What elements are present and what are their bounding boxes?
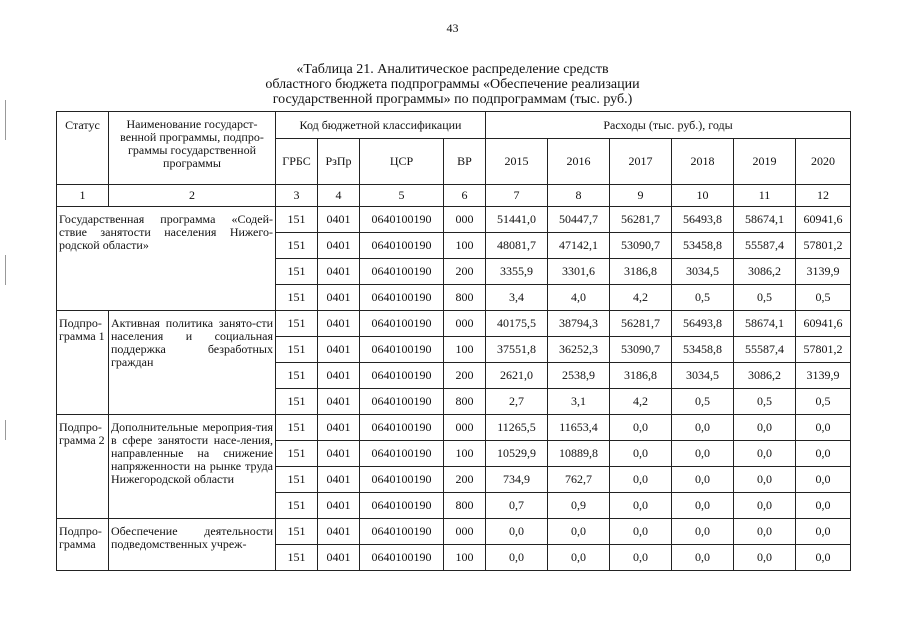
expense-value: 0,0 bbox=[734, 519, 796, 545]
header-name: Наименование государст-венной программы, подпро-граммы государственной программы bbox=[109, 112, 276, 185]
title-line: «Таблица 21. Аналитическое распределение средств bbox=[296, 62, 609, 77]
expense-value: 0,0 bbox=[672, 415, 734, 441]
expense-value: 0,0 bbox=[610, 467, 672, 493]
header-expense-group: Расходы (тыс. руб.), годы bbox=[486, 112, 851, 139]
csr-cell: 0640100190 bbox=[360, 259, 444, 285]
expense-value: 3355,9 bbox=[486, 259, 548, 285]
csr-cell: 0640100190 bbox=[360, 519, 444, 545]
csr-cell: 0640100190 bbox=[360, 285, 444, 311]
table-body bbox=[57, 207, 851, 571]
page-number: 43 bbox=[446, 21, 459, 35]
expense-value: 40175,5 bbox=[486, 311, 548, 337]
expense-value: 0,0 bbox=[610, 493, 672, 519]
expense-value: 55587,4 bbox=[734, 233, 796, 259]
rzpr-cell: 0401 bbox=[318, 363, 360, 389]
vr-cell: 000 bbox=[444, 311, 486, 337]
column-number-row bbox=[57, 185, 851, 207]
expense-value: 3139,9 bbox=[796, 259, 851, 285]
column-number: 5 bbox=[360, 185, 444, 207]
table-row bbox=[57, 207, 851, 233]
expense-value: 3139,9 bbox=[796, 363, 851, 389]
column-number: 2 bbox=[109, 185, 276, 207]
grbs-cell: 151 bbox=[276, 467, 318, 493]
vr-cell: 200 bbox=[444, 363, 486, 389]
expense-value: 0,0 bbox=[610, 441, 672, 467]
expense-value: 60941,6 bbox=[796, 207, 851, 233]
header-csr: ЦСР bbox=[360, 139, 444, 185]
header-vr: ВР bbox=[444, 139, 486, 185]
expense-value: 2538,9 bbox=[548, 363, 610, 389]
expense-value: 0,5 bbox=[672, 285, 734, 311]
grbs-cell: 151 bbox=[276, 441, 318, 467]
table-row bbox=[57, 415, 851, 441]
expense-value: 0,0 bbox=[796, 415, 851, 441]
expense-value: 0,0 bbox=[486, 519, 548, 545]
expense-value: 0,5 bbox=[796, 389, 851, 415]
csr-cell: 0640100190 bbox=[360, 415, 444, 441]
vr-cell: 100 bbox=[444, 441, 486, 467]
rzpr-cell: 0401 bbox=[318, 389, 360, 415]
expense-value: 2621,0 bbox=[486, 363, 548, 389]
column-number: 6 bbox=[444, 185, 486, 207]
expense-value: 3034,5 bbox=[672, 363, 734, 389]
expense-value: 4,2 bbox=[610, 285, 672, 311]
expense-value: 0,0 bbox=[796, 441, 851, 467]
grbs-cell: 151 bbox=[276, 233, 318, 259]
header-year: 2019 bbox=[734, 139, 796, 185]
expense-value: 55587,4 bbox=[734, 337, 796, 363]
expense-value: 3086,2 bbox=[734, 259, 796, 285]
expense-value: 762,7 bbox=[548, 467, 610, 493]
expense-value: 10529,9 bbox=[486, 441, 548, 467]
vr-cell: 200 bbox=[444, 259, 486, 285]
header-code-group: Код бюджетной классификации bbox=[276, 112, 486, 139]
expense-value: 37551,8 bbox=[486, 337, 548, 363]
expense-value: 0,7 bbox=[486, 493, 548, 519]
subprogram-name: Активная политика занято-сти населения и социальная поддержка безработных граждан bbox=[109, 311, 276, 415]
csr-cell: 0640100190 bbox=[360, 545, 444, 571]
expense-value: 58674,1 bbox=[734, 207, 796, 233]
expense-value: 0,0 bbox=[672, 493, 734, 519]
expense-value: 56493,8 bbox=[672, 207, 734, 233]
column-number: 7 bbox=[486, 185, 548, 207]
expense-value: 0,0 bbox=[734, 493, 796, 519]
header-year: 2018 bbox=[672, 139, 734, 185]
status-cell: Подпро-грамма 2 bbox=[57, 415, 109, 519]
expense-value: 57801,2 bbox=[796, 337, 851, 363]
expense-value: 3086,2 bbox=[734, 363, 796, 389]
csr-cell: 0640100190 bbox=[360, 337, 444, 363]
expense-value: 0,0 bbox=[672, 441, 734, 467]
grbs-cell: 151 bbox=[276, 311, 318, 337]
expense-value: 4,2 bbox=[610, 389, 672, 415]
csr-cell: 0640100190 bbox=[360, 363, 444, 389]
expense-value: 0,0 bbox=[734, 467, 796, 493]
rzpr-cell: 0401 bbox=[318, 441, 360, 467]
expense-value: 0,0 bbox=[486, 545, 548, 571]
rzpr-cell: 0401 bbox=[318, 337, 360, 363]
expense-value: 3301,6 bbox=[548, 259, 610, 285]
rzpr-cell: 0401 bbox=[318, 493, 360, 519]
header-grbs: ГРБС bbox=[276, 139, 318, 185]
expense-value: 3186,8 bbox=[610, 259, 672, 285]
expense-value: 0,0 bbox=[734, 415, 796, 441]
rzpr-cell: 0401 bbox=[318, 415, 360, 441]
rzpr-cell: 0401 bbox=[318, 233, 360, 259]
expense-value: 2,7 bbox=[486, 389, 548, 415]
vr-cell: 100 bbox=[444, 337, 486, 363]
expense-value: 0,0 bbox=[548, 519, 610, 545]
expense-value: 0,0 bbox=[672, 467, 734, 493]
table-row bbox=[57, 311, 851, 337]
expense-value: 36252,3 bbox=[548, 337, 610, 363]
expense-value: 11653,4 bbox=[548, 415, 610, 441]
csr-cell: 0640100190 bbox=[360, 207, 444, 233]
csr-cell: 0640100190 bbox=[360, 311, 444, 337]
grbs-cell: 151 bbox=[276, 363, 318, 389]
budget-table bbox=[56, 111, 851, 571]
expense-value: 0,0 bbox=[796, 545, 851, 571]
expense-value: 0,0 bbox=[610, 415, 672, 441]
expense-value: 11265,5 bbox=[486, 415, 548, 441]
column-number: 4 bbox=[318, 185, 360, 207]
expense-value: 0,0 bbox=[734, 441, 796, 467]
grbs-cell: 151 bbox=[276, 415, 318, 441]
column-number: 12 bbox=[796, 185, 851, 207]
expense-value: 48081,7 bbox=[486, 233, 548, 259]
column-number: 10 bbox=[672, 185, 734, 207]
grbs-cell: 151 bbox=[276, 493, 318, 519]
column-number: 9 bbox=[610, 185, 672, 207]
table-row bbox=[57, 519, 851, 545]
expense-value: 3,1 bbox=[548, 389, 610, 415]
expense-value: 60941,6 bbox=[796, 311, 851, 337]
page-edge-mark bbox=[5, 255, 6, 285]
grbs-cell: 151 bbox=[276, 259, 318, 285]
grbs-cell: 151 bbox=[276, 337, 318, 363]
expense-value: 3186,8 bbox=[610, 363, 672, 389]
title-line: областного бюджета подпрограммы «Обеспечение реализации bbox=[265, 77, 640, 92]
status-cell: Подпро-грамма bbox=[57, 519, 109, 571]
grbs-cell: 151 bbox=[276, 545, 318, 571]
column-number: 3 bbox=[276, 185, 318, 207]
csr-cell: 0640100190 bbox=[360, 493, 444, 519]
header-year: 2015 bbox=[486, 139, 548, 185]
expense-value: 58674,1 bbox=[734, 311, 796, 337]
expense-value: 53458,8 bbox=[672, 233, 734, 259]
grbs-cell: 151 bbox=[276, 519, 318, 545]
expense-value: 4,0 bbox=[548, 285, 610, 311]
expense-value: 0,0 bbox=[610, 545, 672, 571]
rzpr-cell: 0401 bbox=[318, 519, 360, 545]
expense-value: 3,4 bbox=[486, 285, 548, 311]
expense-value: 47142,1 bbox=[548, 233, 610, 259]
expense-value: 38794,3 bbox=[548, 311, 610, 337]
expense-value: 0,0 bbox=[610, 519, 672, 545]
expense-value: 0,9 bbox=[548, 493, 610, 519]
rzpr-cell: 0401 bbox=[318, 467, 360, 493]
expense-value: 56281,7 bbox=[610, 311, 672, 337]
header-status: Статус bbox=[57, 112, 109, 185]
expense-value: 734,9 bbox=[486, 467, 548, 493]
vr-cell: 200 bbox=[444, 467, 486, 493]
expense-value: 3034,5 bbox=[672, 259, 734, 285]
subprogram-name: Дополнительные мероприя-тия в сфере занятости насе-ления, направленные на снижение напряженности на рынке труда Нижегородской области bbox=[109, 415, 276, 519]
expense-value: 0,0 bbox=[796, 519, 851, 545]
subprogram-name: Обеспечение деятельности подведомственных учреж- bbox=[109, 519, 276, 571]
grbs-cell: 151 bbox=[276, 207, 318, 233]
program-name: Государственная программа «Содей-ствие занятости населения Нижего-родской области» bbox=[57, 207, 276, 311]
expense-value: 0,5 bbox=[672, 389, 734, 415]
expense-value: 57801,2 bbox=[796, 233, 851, 259]
expense-value: 51441,0 bbox=[486, 207, 548, 233]
vr-cell: 800 bbox=[444, 493, 486, 519]
csr-cell: 0640100190 bbox=[360, 467, 444, 493]
expense-value: 0,0 bbox=[548, 545, 610, 571]
rzpr-cell: 0401 bbox=[318, 545, 360, 571]
csr-cell: 0640100190 bbox=[360, 441, 444, 467]
csr-cell: 0640100190 bbox=[360, 233, 444, 259]
expense-value: 0,0 bbox=[672, 545, 734, 571]
vr-cell: 100 bbox=[444, 545, 486, 571]
vr-cell: 800 bbox=[444, 285, 486, 311]
expense-value: 56281,7 bbox=[610, 207, 672, 233]
column-number: 1 bbox=[57, 185, 109, 207]
rzpr-cell: 0401 bbox=[318, 285, 360, 311]
expense-value: 53090,7 bbox=[610, 337, 672, 363]
expense-value: 0,0 bbox=[796, 467, 851, 493]
expense-value: 0,0 bbox=[672, 519, 734, 545]
page-edge-mark bbox=[5, 420, 6, 440]
header-year: 2020 bbox=[796, 139, 851, 185]
expense-value: 0,0 bbox=[734, 545, 796, 571]
expense-value: 0,5 bbox=[734, 285, 796, 311]
vr-cell: 800 bbox=[444, 389, 486, 415]
title-line: государственной программы» по подпрограммам (тыс. руб.) bbox=[272, 92, 633, 107]
vr-cell: 000 bbox=[444, 415, 486, 441]
expense-value: 0,5 bbox=[796, 285, 851, 311]
expense-value: 10889,8 bbox=[548, 441, 610, 467]
expense-value: 53458,8 bbox=[672, 337, 734, 363]
table-title bbox=[0, 62, 905, 107]
rzpr-cell: 0401 bbox=[318, 311, 360, 337]
expense-value: 50447,7 bbox=[548, 207, 610, 233]
rzpr-cell: 0401 bbox=[318, 259, 360, 285]
expense-value: 56493,8 bbox=[672, 311, 734, 337]
grbs-cell: 151 bbox=[276, 389, 318, 415]
header-rzpr: РзПр bbox=[318, 139, 360, 185]
vr-cell: 000 bbox=[444, 207, 486, 233]
column-number: 8 bbox=[548, 185, 610, 207]
expense-value: 53090,7 bbox=[610, 233, 672, 259]
header-year: 2016 bbox=[548, 139, 610, 185]
status-cell: Подпро-грамма 1 bbox=[57, 311, 109, 415]
csr-cell: 0640100190 bbox=[360, 389, 444, 415]
grbs-cell: 151 bbox=[276, 285, 318, 311]
header-year: 2017 bbox=[610, 139, 672, 185]
vr-cell: 100 bbox=[444, 233, 486, 259]
rzpr-cell: 0401 bbox=[318, 207, 360, 233]
column-number: 11 bbox=[734, 185, 796, 207]
vr-cell: 000 bbox=[444, 519, 486, 545]
expense-value: 0,0 bbox=[796, 493, 851, 519]
expense-value: 0,5 bbox=[734, 389, 796, 415]
